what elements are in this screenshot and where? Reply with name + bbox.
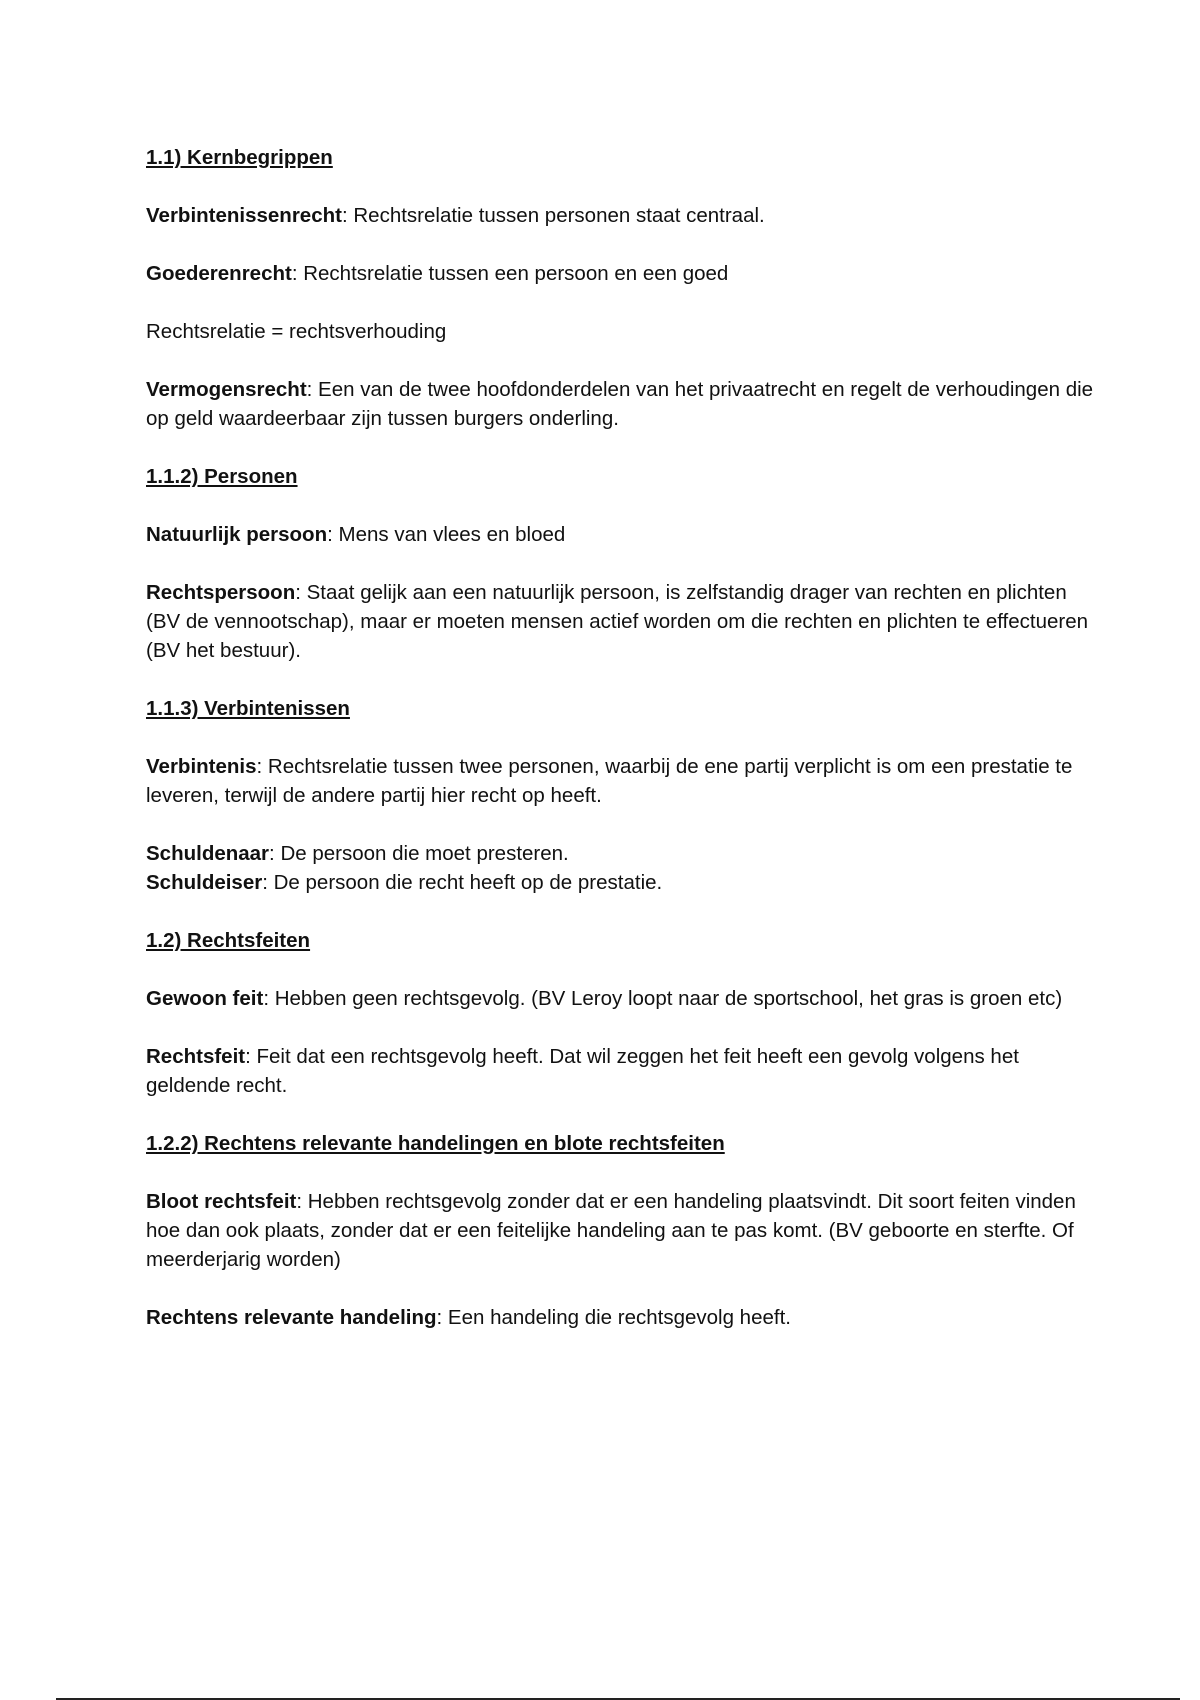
- definition-term: Gewoon feit: [146, 987, 264, 1010]
- spacer: [146, 1100, 1096, 1129]
- definition-text: : Feit dat een rechtsgevolg heeft. Dat wil zeggen het feit heeft een gevolg volgens het geldende recht.: [146, 1045, 1019, 1097]
- definition-rechtsfeit: [146, 1042, 1096, 1100]
- spacer: [146, 897, 1096, 926]
- definition-text: : Mens van vlees en bloed: [327, 523, 566, 546]
- definition-term: Rechtens relevante handeling: [146, 1306, 437, 1329]
- section-heading-personen: 1.1.2) Personen: [146, 465, 298, 488]
- definition-term: Vermogensrecht: [146, 378, 307, 401]
- document-body: [146, 143, 1096, 1332]
- section-heading-rechtens-relevante-handelingen: 1.2.2) Rechtens relevante handelingen en blote rechtsfeiten: [146, 1132, 725, 1155]
- definition-goederenrecht: [146, 259, 1096, 288]
- spacer: [146, 810, 1096, 839]
- definition-term: Goederenrecht: [146, 262, 292, 285]
- definition-vermogensrecht: [146, 375, 1096, 433]
- section-heading-verbintenissen: 1.1.3) Verbintenissen: [146, 697, 350, 720]
- definition-term: Bloot rechtsfeit: [146, 1190, 297, 1213]
- definition-text: : Rechtsrelatie tussen twee personen, waarbij de ene partij verplicht is om een prestatie te leveren, terwijl de andere partij hier recht op heeft.: [146, 755, 1073, 807]
- definition-schuldeiser: [146, 868, 1096, 897]
- spacer: [146, 1013, 1096, 1042]
- definition-term: Verbintenissenrecht: [146, 204, 342, 227]
- definition-term: Rechtsfeit: [146, 1045, 246, 1068]
- definition-natuurlijk-persoon: [146, 520, 1096, 549]
- definition-term: Natuurlijk persoon: [146, 523, 328, 546]
- section-heading-rechtsfeiten: 1.2) Rechtsfeiten: [146, 929, 311, 952]
- definition-term: Rechtspersoon: [146, 581, 296, 604]
- definition-term: Schuldeiser: [146, 871, 263, 894]
- spacer: [146, 1274, 1096, 1303]
- spacer: [146, 491, 1096, 520]
- definition-term: Schuldenaar: [146, 842, 270, 865]
- definition-text: : De persoon die recht heeft op de prestatie.: [262, 871, 663, 894]
- spacer: [146, 346, 1096, 375]
- definition-verbintenis: [146, 752, 1096, 810]
- spacer: [146, 288, 1096, 317]
- definition-text: : Een van de twee hoofdonderdelen van het privaatrecht en regelt de verhoudingen die op geld waardeerbaar zijn tussen burgers onderling.: [146, 378, 1094, 430]
- definition-rechtspersoon: [146, 578, 1096, 665]
- definition-text: : Hebben rechtsgevolg zonder dat er een handeling plaatsvindt. Dit soort feiten vinden hoe dan ook plaats, zonder dat er een feitelijke handeling aan te pas komt. (BV geboorte en sterfte. Of meerderjarig worden): [146, 1190, 1076, 1271]
- definition-schuldenaar: [146, 839, 1096, 868]
- spacer: [146, 955, 1096, 984]
- definition-text: : Staat gelijk aan een natuurlijk persoon, is zelfstandig drager van rechten en plichten (BV de vennootschap), maar er moeten mensen actief worden om die rechten en plichten te effectueren (BV het bestuur).: [146, 581, 1089, 662]
- definition-verbintenissenrecht: [146, 201, 1096, 230]
- plain-note: Rechtsrelatie = rechtsverhouding: [146, 320, 447, 343]
- definition-text: : Rechtsrelatie tussen personen staat centraal.: [341, 204, 765, 227]
- definition-text: : Rechtsrelatie tussen een persoon en een goed: [291, 262, 729, 285]
- definition-text: : De persoon die moet presteren.: [269, 842, 569, 865]
- definition-rechtens-relevante-handeling: [146, 1303, 1096, 1332]
- spacer: [146, 172, 1096, 201]
- spacer: [146, 230, 1096, 259]
- definition-text: : Hebben geen rechtsgevolg. (BV Leroy loopt naar de sportschool, het gras is groen etc): [263, 987, 1063, 1010]
- section-heading-kernbegrippen: 1.1) Kernbegrippen: [146, 146, 333, 169]
- spacer: [146, 549, 1096, 578]
- spacer: [146, 665, 1096, 694]
- definition-gewoon-feit: [146, 984, 1096, 1013]
- spacer: [146, 433, 1096, 462]
- spacer: [146, 1158, 1096, 1187]
- spacer: [146, 723, 1096, 752]
- definition-text: : Een handeling die rechtsgevolg heeft.: [436, 1306, 791, 1329]
- definition-term: Verbintenis: [146, 755, 257, 778]
- definition-bloot-rechtsfeit: [146, 1187, 1096, 1274]
